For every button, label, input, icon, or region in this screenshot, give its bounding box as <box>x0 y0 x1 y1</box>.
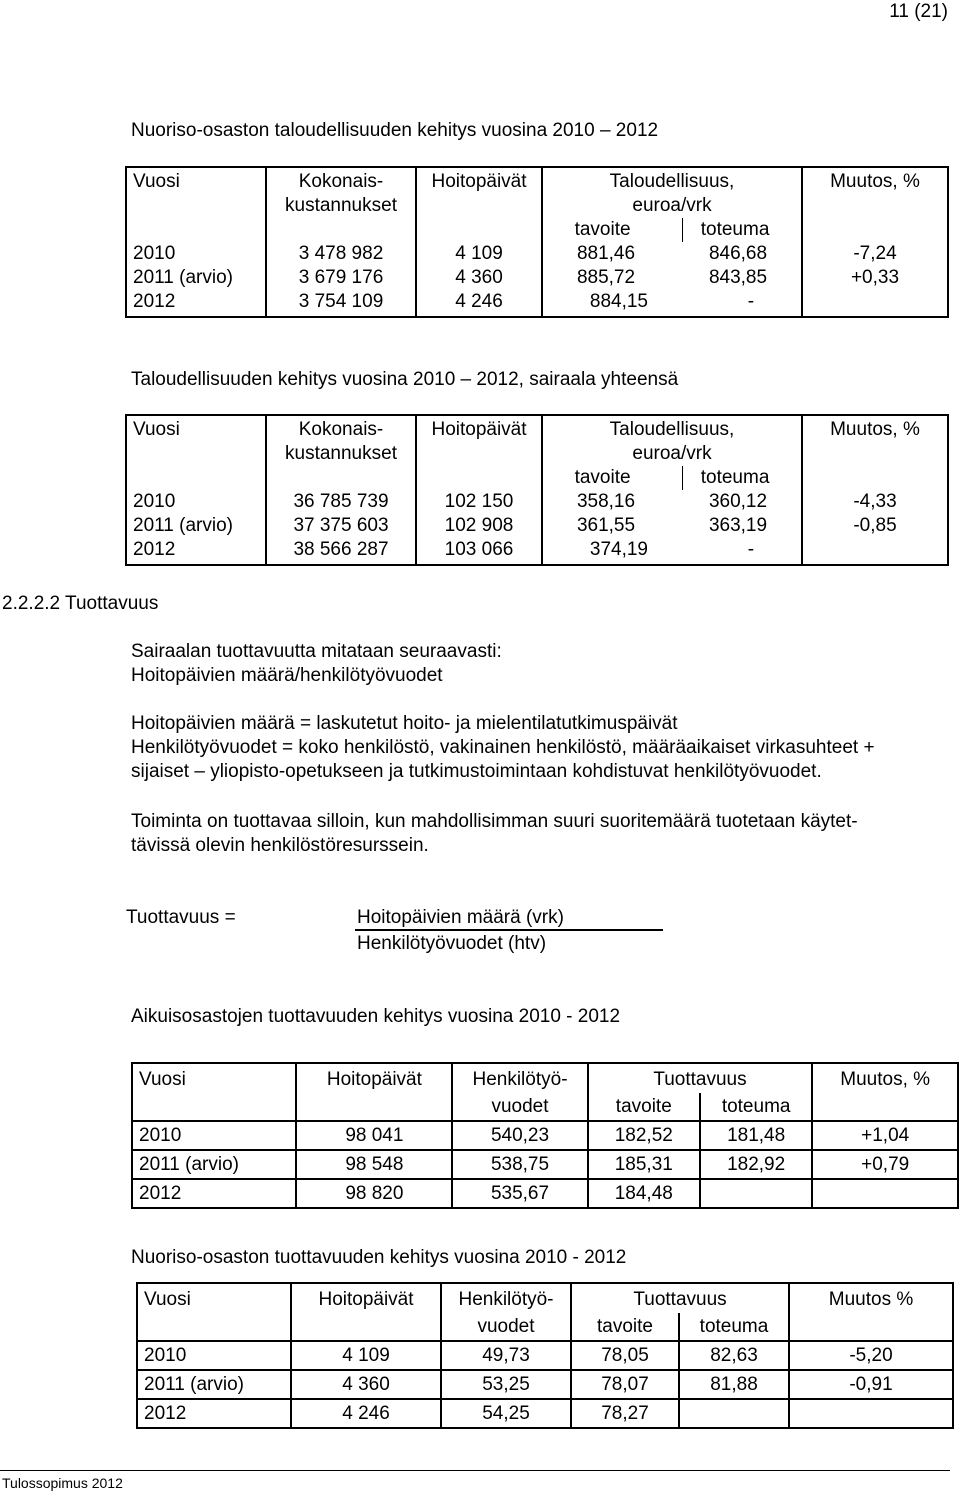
table2-caption: Taloudellisuuden kehitys vuosina 2010 – 2012, sairaala yhteensä <box>131 369 679 390</box>
table2 <box>125 414 949 566</box>
header-henkilotyovuodet: Henkilötyö- vuodet <box>452 1063 587 1121</box>
table1 <box>125 166 949 318</box>
header-muutos: Muutos, % <box>812 1063 958 1121</box>
header-tavoite: tavoite <box>588 1093 700 1121</box>
header-taloudellisuus: Taloudellisuus, euroa/vrk tavoite toteuma <box>542 167 802 242</box>
header-muutos: Muutos, % <box>802 415 948 490</box>
formula-numerator: Hoitopäivien määrä (vrk) <box>357 907 564 928</box>
table1-caption: Nuoriso-osaston taloudellisuuden kehitys vuosina 2010 – 2012 <box>131 120 659 141</box>
section-heading: 2.2.2.2 Tuottavuus <box>2 593 159 614</box>
footer-text: Tulossopimus 2012 <box>2 1475 123 1491</box>
header-hoitopaivat: Hoitopäivät <box>416 415 542 490</box>
header-toteuma: toteuma <box>679 1313 789 1341</box>
table-row: 2011 (arvio) 4 360 53,25 78,07 81,88 -0,91 <box>137 1370 953 1399</box>
header-hoitopaivat: Hoitopäivät <box>291 1283 441 1341</box>
header-tavoite: tavoite <box>571 1313 679 1341</box>
header-vuosi: Vuosi <box>133 419 180 440</box>
table-row: 2012 38 566 287 103 066 374,19 - <box>126 538 948 565</box>
formula-label: Tuottavuus = <box>126 907 236 928</box>
table4-caption: Nuoriso-osaston tuottavuuden kehitys vuosina 2010 - 2012 <box>131 1247 627 1268</box>
header-vuosi: Vuosi <box>137 1283 291 1341</box>
table4 <box>136 1282 954 1429</box>
header-tuottavuus: Tuottavuus <box>571 1283 789 1313</box>
table-row: 2011 (arvio) 3 679 176 4 360 885,72 843,85 +0,33 <box>126 266 948 290</box>
table-row: 2010 36 785 739 102 150 358,16 360,12 -4,33 <box>126 490 948 514</box>
header-toteuma: toteuma <box>700 1093 812 1121</box>
formula-denominator: Henkilötyövuodet (htv) <box>357 933 547 954</box>
header-kustannukset: Kokonais- kustannukset <box>266 415 416 490</box>
paragraph-3: Toiminta on tuottavaa silloin, kun mahdollisimman suuri suoritemäärä tuotetaan käytet- tävissä olevin henkilöstöresurssein. <box>131 811 858 856</box>
table-row: 2010 4 109 49,73 78,05 82,63 -5,20 <box>137 1341 953 1370</box>
paragraph-1: Sairaalan tuottavuutta mitataan seuraavasti: Hoitopäivien määrä/henkilötyövuodet <box>131 641 502 686</box>
fraction-line <box>355 929 663 931</box>
table-row: 2012 3 754 109 4 246 884,15 - <box>126 290 948 317</box>
table-row: 2011 (arvio) 37 375 603 102 908 361,55 363,19 -0,85 <box>126 514 948 538</box>
footer-rule <box>0 1470 950 1471</box>
paragraph-2: Hoitopäivien määrä = laskutetut hoito- ja mielentilatutkimuspäivät Henkilötyövuodet = koko henkilöstö, vakinainen henkilöstö, määräaikaiset virkasuhteet + sijaiset – yliopisto-opetukseen ja tutkimustoimintaan kohdistuvat henkilötyövuodet. <box>131 713 875 782</box>
header-taloudellisuus: Taloudellisuus, euroa/vrk tavoite toteuma <box>542 415 802 490</box>
header-kustannukset: Kokonais- kustannukset <box>266 167 416 242</box>
table-row: 2012 4 246 54,25 78,27 <box>137 1399 953 1428</box>
header-muutos: Muutos, % <box>802 167 948 242</box>
header-hoitopaivat: Hoitopäivät <box>296 1063 452 1121</box>
table3 <box>131 1062 959 1209</box>
header-vuosi: Vuosi <box>133 171 180 192</box>
header-muutos: Muutos % <box>789 1283 953 1341</box>
table-row: 2011 (arvio) 98 548 538,75 185,31 182,92 +0,79 <box>132 1150 958 1179</box>
table-row: 2010 98 041 540,23 182,52 181,48 +1,04 <box>132 1121 958 1150</box>
header-vuosi: Vuosi <box>132 1063 296 1121</box>
header-henkilotyovuodet: Henkilötyö- vuodet <box>441 1283 571 1341</box>
page-number: 11 (21) <box>889 1 948 22</box>
table-row: 2010 3 478 982 4 109 881,46 846,68 -7,24 <box>126 242 948 266</box>
table-row: 2012 98 820 535,67 184,48 <box>132 1179 958 1208</box>
header-hoitopaivat: Hoitopäivät <box>416 167 542 242</box>
header-tuottavuus: Tuottavuus <box>588 1063 813 1093</box>
table3-caption: Aikuisosastojen tuottavuuden kehitys vuosina 2010 - 2012 <box>131 1006 621 1027</box>
